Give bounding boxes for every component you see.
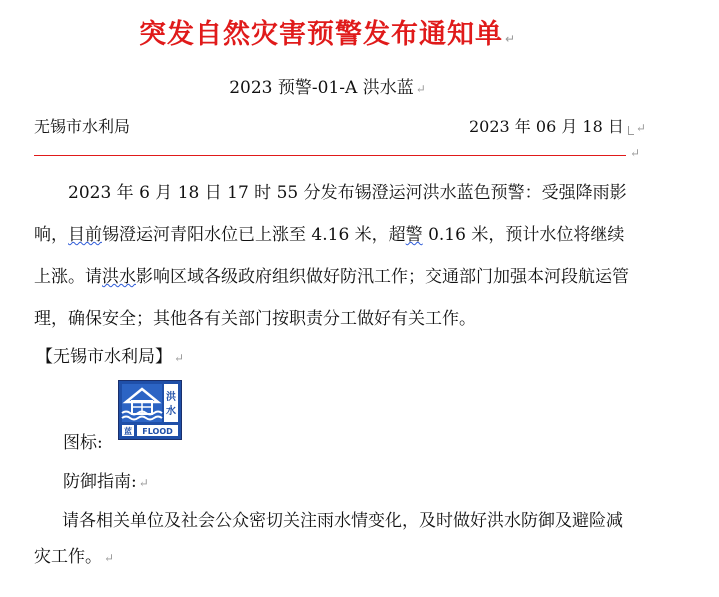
agency-tag: 【无锡市水利局】 ↵ bbox=[36, 347, 185, 367]
document-number: 2023 预警-01-A 洪水蓝 ↵ bbox=[229, 78, 426, 98]
flood-icon-level: 蓝 bbox=[124, 427, 132, 436]
spellcheck-underline: 洪水 bbox=[102, 267, 136, 287]
paragraph-mark-icon: ↵ bbox=[174, 351, 185, 365]
issuer: 无锡市水利局 bbox=[34, 117, 131, 136]
flood-icon-text-2: 水 bbox=[166, 406, 176, 417]
defense-guide-text: 请各相关单位及社会公众密切关注雨水情变化，及时做好洪水防御及避险减灾工作。 ↵ bbox=[34, 511, 623, 567]
flood-icon-caption: FLOOD bbox=[142, 427, 173, 436]
icon-label: 图标: bbox=[63, 433, 103, 453]
text-cursor-icon bbox=[628, 126, 634, 135]
red-divider-line bbox=[34, 155, 626, 156]
flood-icon-text-1: 洪 bbox=[166, 392, 176, 403]
spellcheck-underline: 目前 bbox=[68, 225, 102, 245]
paragraph-mark-icon: ↵ bbox=[504, 32, 517, 46]
defense-guide-label: 防御指南: ↵ bbox=[63, 472, 149, 492]
paragraph-mark-icon: ↵ bbox=[104, 551, 115, 565]
warning-body bbox=[34, 172, 634, 340]
warning-paragraph: 2023 年 6 月 18 日 17 时 55 分发布锡澄运河洪水蓝色预警：受强降雨影响，目前锡澄运河青阳水位已上涨至 4.16 米，超警 0.16 米，预计水位将继续上涨。请洪水影响区域各级政府组织做好防汛工作；交通部门加强本河段航运管理，确保安全；其他各有关部门按职责分工做好有关工作。 bbox=[34, 183, 629, 329]
issue-date: 2023 年 06 月 18 日 ↵ bbox=[469, 117, 646, 136]
spellcheck-underline: 警 bbox=[405, 225, 423, 245]
paragraph-mark-icon: ↵ bbox=[138, 476, 149, 490]
paragraph-mark-icon: ↵ bbox=[415, 82, 426, 96]
paragraph-mark-icon: ↵ bbox=[630, 146, 641, 160]
flood-blue-warning-icon bbox=[118, 380, 182, 440]
paragraph-mark-icon: ↵ bbox=[635, 121, 646, 135]
document-title: 突发自然灾害预警发布通知单 ↵ bbox=[138, 19, 517, 50]
